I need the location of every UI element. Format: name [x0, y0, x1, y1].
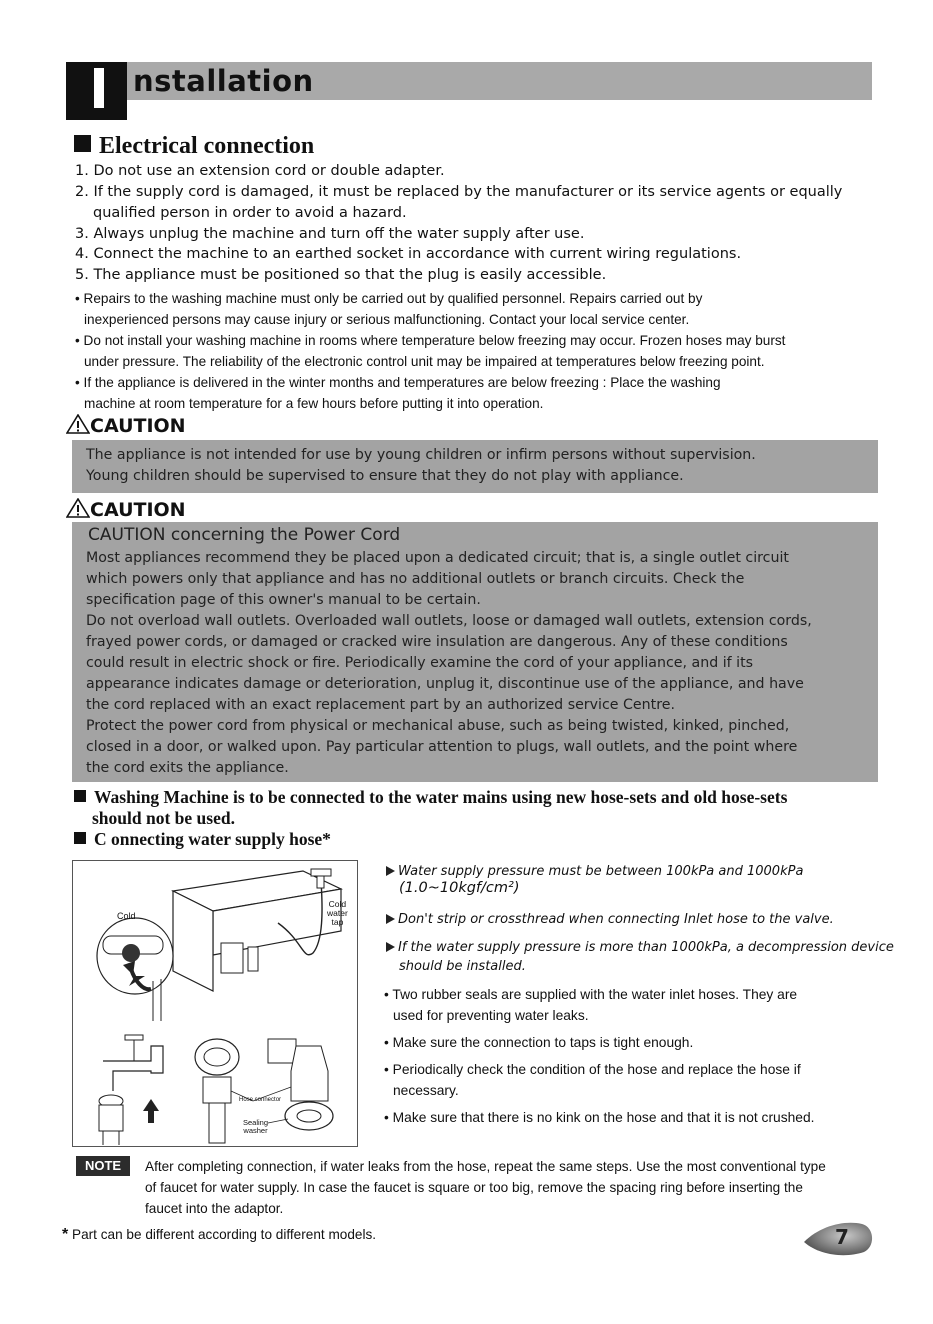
caution-1-line-1: The appliance is not intended for use by young children or infirm persons without supervision. [86, 447, 756, 463]
caution-2-title: CAUTION concerning the Power Cord [88, 525, 401, 545]
caution-2-line: the cord replaced with an exact replacement part by an authorized service Centre. [86, 697, 675, 713]
water-heading-1b: should not be used. [92, 808, 235, 828]
electrical-heading [74, 133, 314, 160]
figure-label-sealing-line: Sealing [243, 1118, 269, 1127]
electrical-bullet-3: • If the appliance is delivered in the winter months and temperatures are below freezing : Place the washing [75, 375, 721, 390]
figure-label-cold: Cold [117, 911, 136, 921]
caution-2-box [72, 522, 878, 782]
electrical-item-1: 1. Do not use an extension cord or double adapter. [75, 163, 445, 179]
side-bullet-3: • Periodically check the condition of the hose and replace the hose if [384, 1062, 801, 1077]
warning-triangle-icon [66, 414, 90, 434]
caution-2-line: the cord exits the appliance. [86, 760, 289, 776]
caution-2-line: frayed power cords, or damaged or cracked wire insulation are dangerous. Any of these conditions [86, 634, 788, 650]
caution-2-line: Most appliances recommend they be placed upon a dedicated circuit; that is, a single outlet circuit [86, 550, 789, 566]
caution-2-heading [66, 498, 186, 521]
note-line-3: faucet into the adaptor. [145, 1201, 284, 1216]
side-arrow-3-cont: should be installed. [399, 959, 526, 974]
figure-label-cold-water-tap [327, 900, 348, 927]
side-arrow-2 [386, 910, 834, 930]
warning-triangle-icon [66, 498, 90, 518]
side-bullet-3-cont: necessary. [393, 1083, 459, 1098]
side-arrow-1-text: Water supply pressure must be between 100kPa and 1000kPa [398, 864, 804, 879]
side-arrow-2-text: Don't strip or crossthread when connecting Inlet hose to the valve. [398, 912, 834, 927]
arrow-right-icon [386, 942, 395, 952]
note-line-2: of faucet for water supply. In case the faucet is square or too big, remove the spacing ring before inserting the [145, 1180, 803, 1195]
water-heading-2 [74, 829, 331, 850]
caution-2-line: specification page of this owner's manual to be certain. [86, 592, 481, 608]
electrical-bullet-1-cont: inexperienced persons may cause injury or serious malfunctioning. Contact your local service center. [84, 312, 690, 327]
side-arrow-1-cont: (1.0~10kgf/cm²) [399, 880, 520, 896]
electrical-item-3: 3. Always unplug the machine and turn off the water supply after use. [75, 226, 585, 242]
page-title: nstallation [133, 64, 314, 98]
electrical-item-5: 5. The appliance must be positioned so that the plug is easily accessible. [75, 267, 607, 283]
water-heading-2-text: C onnecting water supply hose* [94, 829, 331, 849]
caution-2-label: CAUTION [90, 499, 186, 521]
page-number-badge [800, 1218, 874, 1258]
side-arrow-1 [386, 862, 803, 882]
side-bullet-4: • Make sure that there is no kink on the hose and that it is not crushed. [384, 1110, 815, 1125]
electrical-heading-text: Electrical connection [99, 133, 315, 159]
header-initial-letter-i [94, 68, 104, 108]
square-bullet-icon [74, 135, 91, 152]
square-bullet-icon [74, 790, 86, 802]
figure-label-sealing-washer [243, 1119, 268, 1135]
figure-label-sealing-line: washer [243, 1126, 268, 1135]
page-number: 7 [835, 1225, 849, 1249]
electrical-item-2: 2. If the supply cord is damaged, it must be replaced by the manufacturer or its service agents or equally [75, 184, 843, 200]
caution-1-box [72, 440, 878, 493]
side-bullet-1: • Two rubber seals are supplied with the water inlet hoses. They are [384, 987, 798, 1002]
figure-label-hose-connector: Hose connector [239, 1097, 282, 1103]
caution-2-line: Do not overload wall outlets. Overloaded wall outlets, loose or damaged wall outlets, extension cords, [86, 613, 812, 629]
footnote [62, 1226, 376, 1244]
caution-1-heading [66, 414, 186, 437]
electrical-bullet-2-cont: under pressure. The reliability of the electronic control unit may be impaired at temperatures below freezing point. [84, 354, 765, 369]
arrow-right-icon [386, 866, 395, 876]
electrical-bullet-3-cont: machine at room temperature for a few hours before putting it into operation. [84, 396, 544, 411]
figure-label-tap-line: Cold [328, 899, 347, 909]
electrical-bullet-2: • Do not install your washing machine in rooms where temperature below freezing may occur. Frozen hoses may burst [75, 333, 786, 348]
electrical-bullet-1: • Repairs to the washing machine must only be carried out by qualified personnel. Repairs carried out by [75, 291, 703, 306]
note-badge: NOTE [76, 1156, 130, 1176]
hose-illustration-icon [73, 861, 357, 1146]
footnote-text: Part can be different according to different models. [72, 1227, 377, 1242]
side-bullet-1-cont: used for preventing water leaks. [393, 1008, 589, 1023]
footnote-mark: * [62, 1226, 69, 1243]
arrow-right-icon [386, 914, 395, 924]
caution-1-label: CAUTION [90, 415, 186, 437]
caution-2-line: appearance indicates damage or deterioration, unplug it, discontinue use of the appliance, and have [86, 676, 804, 692]
water-heading-1-text: Washing Machine is to be connected to the water mains using new hose-sets and old hose-sets [94, 787, 788, 807]
side-arrow-3-text: If the water supply pressure is more than 1000kPa, a decompression device [398, 940, 894, 955]
water-heading-1 [74, 787, 874, 808]
caution-2-line: could result in electric shock or fire. Periodically examine the cord of your appliance, and if its [86, 655, 754, 671]
note-line-1: After completing connection, if water leaks from the hose, repeat the same steps. Use the most conventional type [145, 1159, 826, 1174]
side-arrow-3 [386, 938, 894, 958]
figure-label-tap-line: water [327, 908, 348, 918]
caution-1-line-2: Young children should be supervised to ensure that they do not play with appliance. [86, 468, 684, 484]
caution-2-line: closed in a door, or walked upon. Pay particular attention to plugs, wall outlets, and the point where [86, 739, 798, 755]
caution-2-line: Protect the power cord from physical or mechanical abuse, such as being twisted, kinked, pinched, [86, 718, 790, 734]
electrical-item-4: 4. Connect the machine to an earthed socket in accordance with current wiring regulations. [75, 246, 742, 262]
figure-label-tap-line: tap [331, 917, 344, 927]
side-bullet-2: • Make sure the connection to taps is tight enough. [384, 1035, 694, 1050]
electrical-item-2-cont: qualified person in order to avoid a hazard. [93, 205, 407, 221]
caution-2-line: which powers only that appliance and has no additional outlets or branch circuits. Check the [86, 571, 745, 587]
hose-figure [72, 860, 358, 1147]
square-bullet-icon [74, 832, 86, 844]
